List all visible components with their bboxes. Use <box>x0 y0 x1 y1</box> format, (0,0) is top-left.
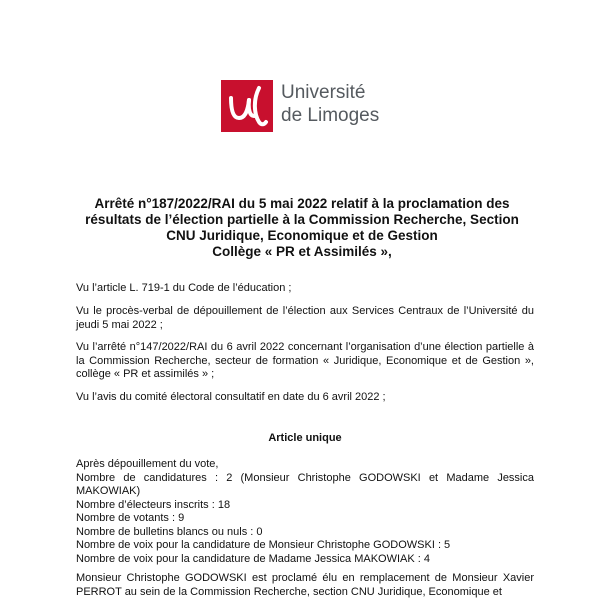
title-line-4: Collège « PR et Assimilés », <box>212 244 392 259</box>
logo-line-1: Université <box>281 82 366 103</box>
results-candidatures: Nombre de candidatures : 2 (Monsieur Christophe GODOWSKI et Madame Jessica MAKOWIAK) <box>76 471 534 497</box>
article-results <box>76 458 534 566</box>
ul-monogram-icon <box>221 80 273 132</box>
logo-line-2: de Limoges <box>281 105 380 126</box>
article-heading: Article unique <box>268 432 342 444</box>
university-logo <box>221 80 391 132</box>
election-conclusion: Monsieur Christophe GODOWSKI est proclamé élu en remplacement de Monsieur Xavier PERROT au sein de la Commission Recherche, section CNU Juridique, Economique et <box>76 572 534 598</box>
results-intro: Après dépouillement du vote, <box>76 458 219 470</box>
visa-comite-electoral: Vu l’avis du comité électoral consultatif en date du 6 avril 2022 ; <box>76 391 386 403</box>
visa-code-education: Vu l’article L. 719-1 du Code de l’éducation ; <box>76 282 292 294</box>
results-voix-godowski: Nombre de voix pour la candidature de Monsieur Christophe GODOWSKI : 5 <box>76 539 451 551</box>
visa-proces-verbal: Vu le procès-verbal de dépouillement de l’élection aux Services Centraux de l’Université du jeudi 5 mai 2022 ; <box>76 305 534 331</box>
title-line-3: CNU Juridique, Economique et de Gestion <box>166 228 438 243</box>
logo-wordmark <box>281 81 379 127</box>
title-line-2: résultats de l’élection partielle à la Commission Recherche, Section <box>85 212 519 227</box>
title-line-1: Arrêté n°187/2022/RAI du 5 mai 2022 relatif à la proclamation des <box>94 196 510 211</box>
results-votants: Nombre de votants : 9 <box>76 512 185 524</box>
visa-arrete-147: Vu l’arrêté n°147/2022/RAI du 6 avril 2022 concernant l’organisation d’une élection partielle à la Commission Recherche, secteur de formation « Juridique, Economique et de Gestion », collège « PR et assimilés » ; <box>76 341 534 380</box>
results-blancs: Nombre de bulletins blancs ou nuls : 0 <box>76 525 263 538</box>
results-inscrits: Nombre d’électeurs inscrits : 18 <box>76 498 231 511</box>
results-voix-makowiak: Nombre de voix pour la candidature de Madame Jessica MAKOWIAK : 4 <box>76 552 430 565</box>
document-title <box>62 196 542 260</box>
